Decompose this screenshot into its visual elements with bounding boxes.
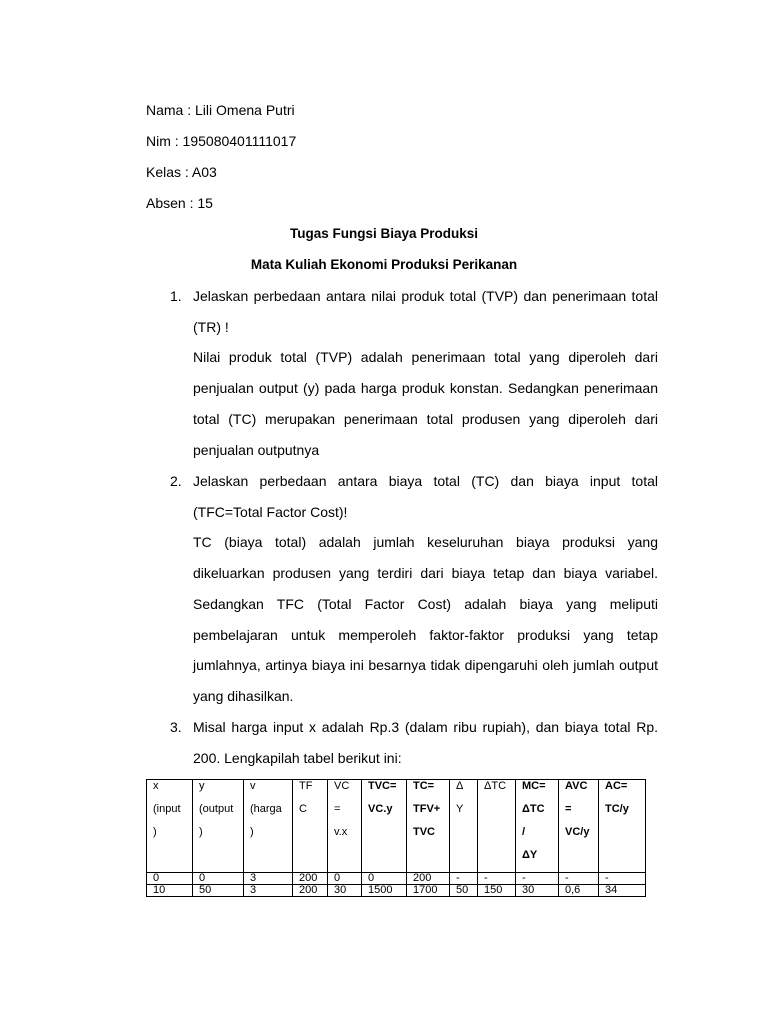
q1-answer-line: penjualan outputnya: [193, 442, 320, 458]
student-nim: Nim : 195080401111017: [146, 133, 297, 149]
q2-answer-line: jumlahnya, artinya biaya ini besarnya tidak dipengaruhi oleh jumlah output: [193, 657, 658, 673]
table-cell: -: [478, 873, 516, 885]
q3-number: 3.: [170, 719, 182, 735]
table-cell: 0: [147, 873, 193, 885]
table-header-row: [147, 780, 646, 873]
q2-answer-line: dikeluarkan produsen yang terdiri dari biaya tetap dan biaya variabel.: [193, 565, 658, 581]
table-cell: 0,6: [559, 885, 599, 897]
table-cell: 200: [293, 885, 328, 897]
header-cell-tfc: TF C: [293, 780, 328, 873]
table-cell: 1500: [362, 885, 407, 897]
header-cell-ac: AC= TC/y: [599, 780, 646, 873]
table-cell: 10: [147, 885, 193, 897]
table-cell: 200: [293, 873, 328, 885]
table-cell: -: [450, 873, 478, 885]
table-cell: 50: [193, 885, 244, 897]
q1-question-line: Jelaskan perbedaan antara nilai produk total (TVP) dan penerimaan total: [193, 288, 658, 304]
cost-table: [146, 779, 646, 897]
assignment-title: Tugas Fungsi Biaya Produksi: [289, 226, 479, 241]
header-cell-tvc: TVC= VC.y: [362, 780, 407, 873]
table-cell: 30: [328, 885, 362, 897]
header-cell-delta-tc: ΔTC: [478, 780, 516, 873]
q1-answer-line: total (TC) merupakan penerimaan total produsen yang diperoleh dari: [193, 411, 658, 427]
table-cell: 3: [244, 885, 293, 897]
q3-question-line: 200. Lengkapilah tabel berikut ini:: [193, 750, 402, 766]
q2-answer-line: TC (biaya total) adalah jumlah keseluruhan biaya produksi yang: [193, 534, 658, 550]
table-cell: -: [559, 873, 599, 885]
q1-answer-line: penjualan output (y) pada harga produk konstan. Sedangkan penerimaan: [193, 380, 658, 396]
table-row: [147, 873, 646, 885]
header-cell-y: y (output ): [193, 780, 244, 873]
student-name: Nama : Lili Omena Putri: [146, 102, 295, 118]
table-cell: -: [516, 873, 559, 885]
q1-number: 1.: [170, 288, 182, 304]
q3-question-line: Misal harga input x adalah Rp.3 (dalam ribu rupiah), dan biaya total Rp.: [193, 719, 658, 735]
q2-answer-line: yang dihasilkan.: [193, 688, 294, 704]
q2-answer-line: pembelajaran untuk memperoleh faktor-faktor produksi yang tetap: [193, 627, 658, 643]
table-cell: 34: [599, 885, 646, 897]
student-class: Kelas : A03: [146, 164, 217, 180]
table-cell: -: [599, 873, 646, 885]
q2-answer-line: Sedangkan TFC (Total Factor Cost) adalah biaya yang meliputi: [193, 596, 658, 612]
header-cell-delta-y: Δ Y: [450, 780, 478, 873]
header-cell-mc: MC= ΔTC / ΔY: [516, 780, 559, 873]
student-absen: Absen : 15: [146, 195, 213, 211]
table-cell: 30: [516, 885, 559, 897]
table-cell: 3: [244, 873, 293, 885]
table-cell: 150: [478, 885, 516, 897]
table-cell: 0: [328, 873, 362, 885]
table-row: [147, 885, 646, 897]
header-cell-v: v (harga ): [244, 780, 293, 873]
q1-answer-line: Nilai produk total (TVP) adalah penerimaan total yang diperoleh dari: [193, 349, 658, 365]
table-cell: 50: [450, 885, 478, 897]
table-cell: 1700: [407, 885, 450, 897]
table-cell: 0: [362, 873, 407, 885]
q2-question-line: Jelaskan perbedaan antara biaya total (TC) dan biaya input total: [193, 473, 658, 489]
q1-question-line: (TR) !: [193, 319, 229, 335]
q2-number: 2.: [170, 473, 182, 489]
header-cell-vc: VC = v.x: [328, 780, 362, 873]
table-cell: 0: [193, 873, 244, 885]
course-title: Mata Kuliah Ekonomi Produksi Perikanan: [250, 257, 518, 272]
q2-question-line: (TFC=Total Factor Cost)!: [193, 504, 348, 520]
table-cell: 200: [407, 873, 450, 885]
header-cell-x: x (input ): [147, 780, 193, 873]
header-cell-avc: AVC = VC/y: [559, 780, 599, 873]
header-cell-tc: TC= TFV+ TVC: [407, 780, 450, 873]
